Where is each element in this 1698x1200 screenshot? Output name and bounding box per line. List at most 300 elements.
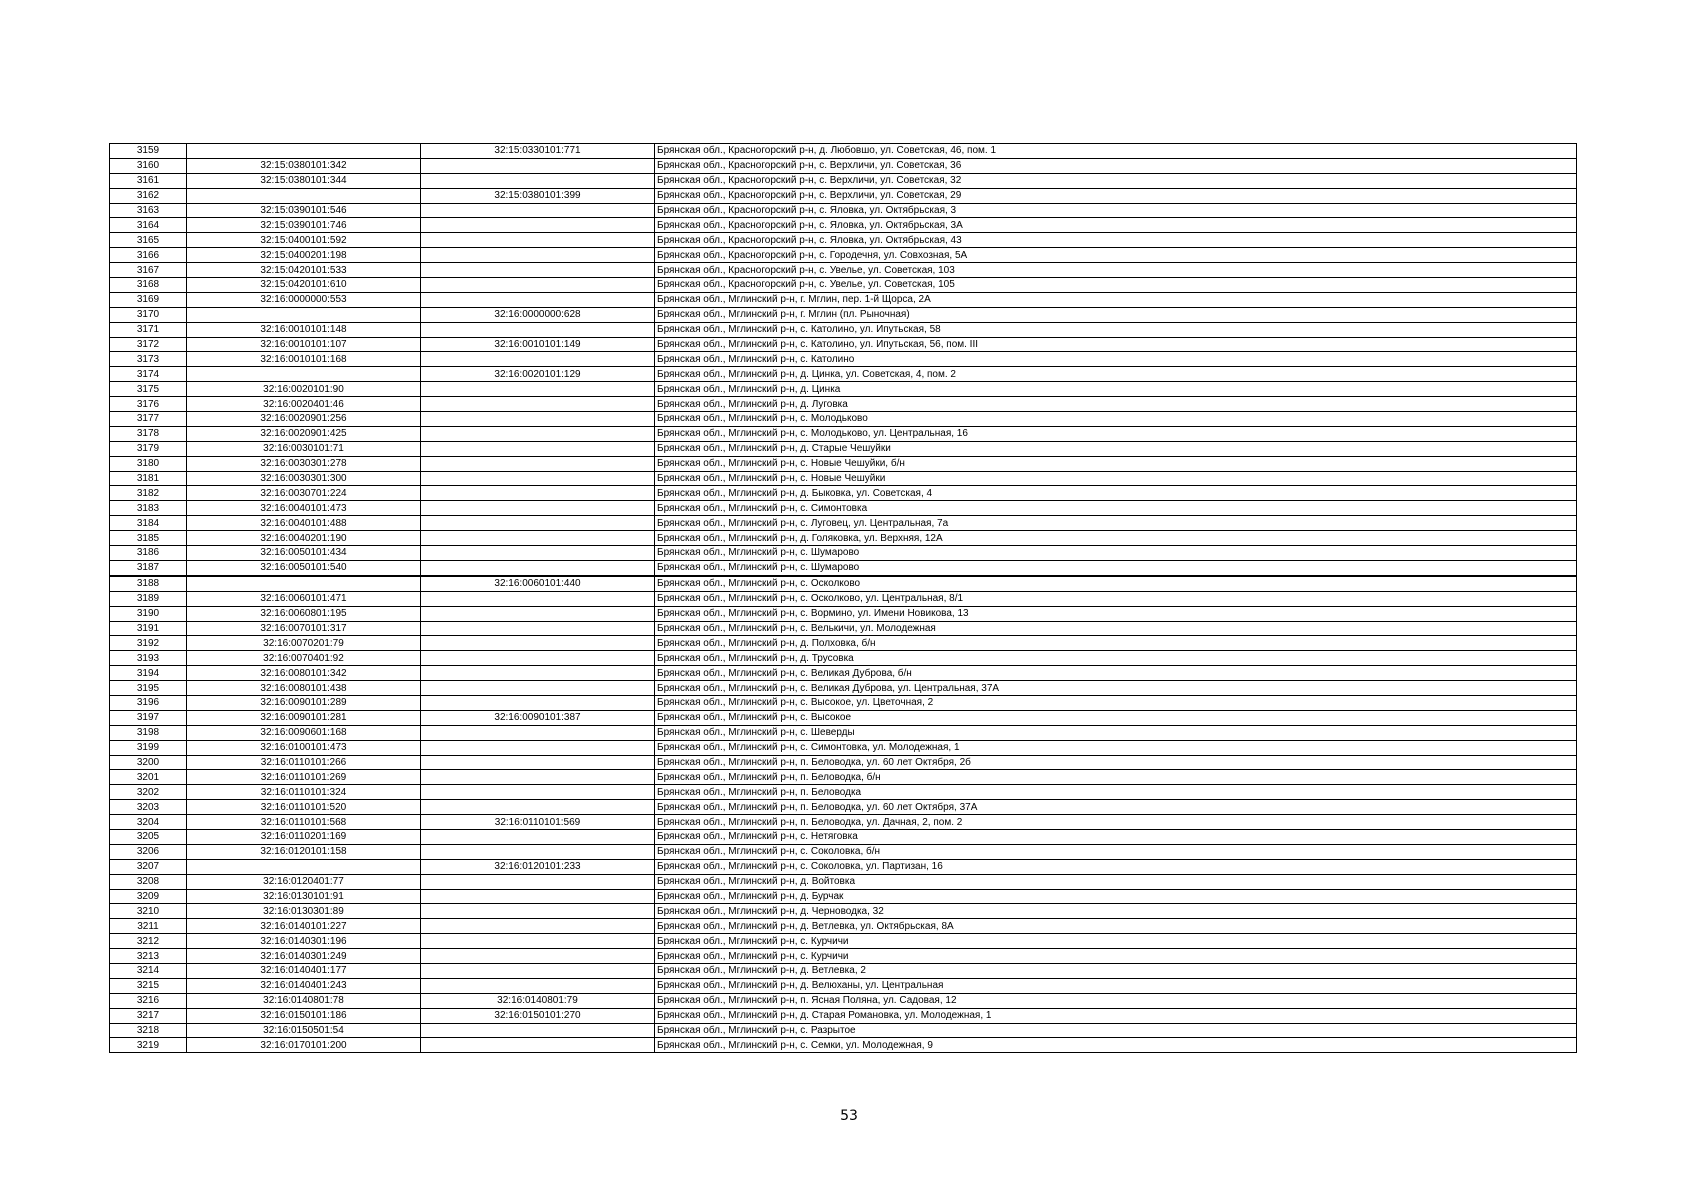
table-row xyxy=(110,576,1577,591)
cadastral-number-cell: 32:16:0030301:278 xyxy=(187,456,421,471)
address-cell: Брянская обл., Красногорский р-н, с. Верхличи, ул. Советская, 36 xyxy=(655,158,1577,173)
address-cell: Брянская обл., Мглинский р-н, с. Молодьково, ул. Центральная, 16 xyxy=(655,426,1577,441)
cadastral-number-cell: 32:15:0420101:610 xyxy=(187,278,421,293)
address-cell: Брянская обл., Мглинский р-н, с. Высокое, ул. Цветочная, 2 xyxy=(655,695,1577,710)
table-row xyxy=(110,426,1577,441)
address-cell: Брянская обл., Мглинский р-н, с. Католино, ул. Ипутьская, 56, пом. III xyxy=(655,337,1577,352)
table-row xyxy=(110,829,1577,844)
row-number-cell: 3197 xyxy=(110,710,187,725)
table-row xyxy=(110,800,1577,815)
row-number-cell: 3201 xyxy=(110,770,187,785)
related-cadastral-number-cell xyxy=(421,949,655,964)
address-cell: Брянская обл., Мглинский р-н, г. Мглин, пер. 1-й Щорса, 2А xyxy=(655,292,1577,307)
table-row xyxy=(110,501,1577,516)
related-cadastral-number-cell xyxy=(421,919,655,934)
cadastral-number-cell: 32:16:0110101:324 xyxy=(187,785,421,800)
row-number-cell: 3208 xyxy=(110,874,187,889)
row-number-cell: 3179 xyxy=(110,441,187,456)
row-number-cell: 3168 xyxy=(110,278,187,293)
related-cadastral-number-cell: 32:16:0010101:149 xyxy=(421,337,655,352)
cadastral-number-cell: 32:16:0070201:79 xyxy=(187,636,421,651)
related-cadastral-number-cell xyxy=(421,397,655,412)
table-row xyxy=(110,904,1577,919)
related-cadastral-number-cell xyxy=(421,352,655,367)
table-row xyxy=(110,919,1577,934)
address-cell: Брянская обл., Мглинский р-н, с. Луговец, ул. Центральная, 7а xyxy=(655,516,1577,531)
cadastral-number-cell: 32:16:0120101:158 xyxy=(187,844,421,859)
cadastral-number-cell: 32:16:0110201:169 xyxy=(187,829,421,844)
related-cadastral-number-cell xyxy=(421,292,655,307)
related-cadastral-number-cell: 32:16:0110101:569 xyxy=(421,815,655,830)
related-cadastral-number-cell xyxy=(421,158,655,173)
row-number-cell: 3207 xyxy=(110,859,187,874)
row-number-cell: 3198 xyxy=(110,725,187,740)
table-row xyxy=(110,441,1577,456)
address-cell: Брянская обл., Красногорский р-н, с. Верхличи, ул. Советская, 32 xyxy=(655,173,1577,188)
related-cadastral-number-cell xyxy=(421,785,655,800)
cadastral-number-cell: 32:16:0120401:77 xyxy=(187,874,421,889)
table-row xyxy=(110,516,1577,531)
row-number-cell: 3174 xyxy=(110,367,187,382)
row-number-cell: 3190 xyxy=(110,606,187,621)
cadastral-number-cell: 32:16:0130101:91 xyxy=(187,889,421,904)
address-cell: Брянская обл., Красногорский р-н, с. Городечня, ул. Совхозная, 5А xyxy=(655,248,1577,263)
table-row xyxy=(110,218,1577,233)
cadastral-number-cell: 32:16:0040101:488 xyxy=(187,516,421,531)
related-cadastral-number-cell xyxy=(421,800,655,815)
row-number-cell: 3210 xyxy=(110,904,187,919)
row-number-cell: 3200 xyxy=(110,755,187,770)
row-number-cell: 3184 xyxy=(110,516,187,531)
related-cadastral-number-cell xyxy=(421,934,655,949)
table-row xyxy=(110,859,1577,874)
table-row xyxy=(110,621,1577,636)
address-cell: Брянская обл., Мглинский р-н, с. Осколково xyxy=(655,576,1577,591)
address-cell: Брянская обл., Мглинский р-н, с. Симонтовка, ул. Молодежная, 1 xyxy=(655,740,1577,755)
row-number-cell: 3163 xyxy=(110,203,187,218)
cadastral-number-cell: 32:16:0030301:300 xyxy=(187,471,421,486)
table-row xyxy=(110,785,1577,800)
row-number-cell: 3204 xyxy=(110,815,187,830)
cadastral-number-cell: 32:16:0150501:54 xyxy=(187,1023,421,1038)
table-row xyxy=(110,755,1577,770)
cadastral-number-cell: 32:16:0110101:568 xyxy=(187,815,421,830)
table-row xyxy=(110,695,1577,710)
table-row xyxy=(110,591,1577,606)
cadastral-number-cell: 32:16:0060801:195 xyxy=(187,606,421,621)
address-cell: Брянская обл., Мглинский р-н, с. Соколовка, б/н xyxy=(655,844,1577,859)
cadastral-number-cell: 32:15:0390101:746 xyxy=(187,218,421,233)
table-row xyxy=(110,560,1577,575)
address-cell: Брянская обл., Мглинский р-н, д. Войтовка xyxy=(655,874,1577,889)
table-row xyxy=(110,949,1577,964)
row-number-cell: 3164 xyxy=(110,218,187,233)
table-row xyxy=(110,963,1577,978)
cadastral-number-cell: 32:16:0010101:168 xyxy=(187,352,421,367)
cadastral-number-cell: 32:16:0000000:553 xyxy=(187,292,421,307)
related-cadastral-number-cell xyxy=(421,770,655,785)
page-number: 53 xyxy=(840,1108,858,1124)
related-cadastral-number-cell xyxy=(421,725,655,740)
table-row xyxy=(110,382,1577,397)
address-cell: Брянская обл., Мглинский р-н, г. Мглин (пл. Рыночная) xyxy=(655,307,1577,322)
row-number-cell: 3160 xyxy=(110,158,187,173)
address-cell: Брянская обл., Мглинский р-н, д. Ветлевка, ул. Октябрьская, 8А xyxy=(655,919,1577,934)
cadastral-number-cell: 32:16:0100101:473 xyxy=(187,740,421,755)
row-number-cell: 3195 xyxy=(110,681,187,696)
address-cell: Брянская обл., Красногорский р-н, с. Увелье, ул. Советская, 103 xyxy=(655,263,1577,278)
row-number-cell: 3159 xyxy=(110,144,187,159)
row-number-cell: 3219 xyxy=(110,1038,187,1053)
cadastral-number-cell xyxy=(187,576,421,591)
row-number-cell: 3194 xyxy=(110,666,187,681)
cadastral-number-cell: 32:16:0140801:78 xyxy=(187,993,421,1008)
table-row xyxy=(110,710,1577,725)
table-row xyxy=(110,322,1577,337)
table-row xyxy=(110,636,1577,651)
related-cadastral-number-cell: 32:15:0380101:399 xyxy=(421,188,655,203)
address-cell: Брянская обл., Мглинский р-н, п. Беловодка, ул. Дачная, 2, пом. 2 xyxy=(655,815,1577,830)
table-row xyxy=(110,1008,1577,1023)
table-row xyxy=(110,874,1577,889)
address-cell: Брянская обл., Мглинский р-н, с. Курчичи xyxy=(655,949,1577,964)
cadastral-number-cell: 32:16:0020901:256 xyxy=(187,412,421,427)
cadastral-number-cell: 32:16:0090101:289 xyxy=(187,695,421,710)
related-cadastral-number-cell: 32:16:0120101:233 xyxy=(421,859,655,874)
related-cadastral-number-cell xyxy=(421,651,655,666)
related-cadastral-number-cell xyxy=(421,874,655,889)
related-cadastral-number-cell xyxy=(421,829,655,844)
table-row xyxy=(110,456,1577,471)
cadastral-number-cell: 32:16:0080101:342 xyxy=(187,666,421,681)
related-cadastral-number-cell: 32:16:0150101:270 xyxy=(421,1008,655,1023)
related-cadastral-number-cell xyxy=(421,426,655,441)
row-number-cell: 3186 xyxy=(110,546,187,561)
row-number-cell: 3187 xyxy=(110,560,187,575)
related-cadastral-number-cell xyxy=(421,889,655,904)
cadastral-number-cell: 32:16:0050101:540 xyxy=(187,560,421,575)
cadastral-number-cell: 32:16:0080101:438 xyxy=(187,681,421,696)
address-cell: Брянская обл., Мглинский р-н, п. Беловодка, б/н xyxy=(655,770,1577,785)
related-cadastral-number-cell xyxy=(421,501,655,516)
table-row xyxy=(110,770,1577,785)
related-cadastral-number-cell: 32:16:0090101:387 xyxy=(421,710,655,725)
address-cell: Брянская обл., Мглинский р-н, с. Великая Дуброва, ул. Центральная, 37А xyxy=(655,681,1577,696)
cadastral-number-cell: 32:16:0040101:473 xyxy=(187,501,421,516)
address-cell: Брянская обл., Мглинский р-н, д. Голяковка, ул. Верхняя, 12А xyxy=(655,531,1577,546)
row-number-cell: 3182 xyxy=(110,486,187,501)
table-row xyxy=(110,352,1577,367)
row-number-cell: 3167 xyxy=(110,263,187,278)
cadastral-number-cell: 32:16:0040201:190 xyxy=(187,531,421,546)
cadastral-number-cell: 32:15:0420101:533 xyxy=(187,263,421,278)
table-row xyxy=(110,173,1577,188)
cadastral-number-cell: 32:16:0010101:148 xyxy=(187,322,421,337)
address-cell: Брянская обл., Мглинский р-н, с. Шеверды xyxy=(655,725,1577,740)
table-row xyxy=(110,546,1577,561)
address-cell: Брянская обл., Мглинский р-н, с. Разрытое xyxy=(655,1023,1577,1038)
table-row xyxy=(110,740,1577,755)
related-cadastral-number-cell xyxy=(421,233,655,248)
related-cadastral-number-cell xyxy=(421,471,655,486)
related-cadastral-number-cell xyxy=(421,844,655,859)
address-cell: Брянская обл., Мглинский р-н, д. Трусовка xyxy=(655,651,1577,666)
related-cadastral-number-cell xyxy=(421,248,655,263)
row-number-cell: 3181 xyxy=(110,471,187,486)
address-cell: Брянская обл., Мглинский р-н, д. Полховка, б/н xyxy=(655,636,1577,651)
table-row xyxy=(110,471,1577,486)
related-cadastral-number-cell xyxy=(421,963,655,978)
cadastral-number-cell: 32:16:0030701:224 xyxy=(187,486,421,501)
address-cell: Брянская обл., Мглинский р-н, с. Новые Чешуйки xyxy=(655,471,1577,486)
cadastral-number-cell: 32:16:0020401:46 xyxy=(187,397,421,412)
related-cadastral-number-cell xyxy=(421,681,655,696)
table-row xyxy=(110,412,1577,427)
related-cadastral-number-cell: 32:16:0020101:129 xyxy=(421,367,655,382)
cadastral-number-cell: 32:16:0150101:186 xyxy=(187,1008,421,1023)
related-cadastral-number-cell xyxy=(421,606,655,621)
table-row xyxy=(110,1038,1577,1053)
row-number-cell: 3211 xyxy=(110,919,187,934)
related-cadastral-number-cell xyxy=(421,560,655,575)
row-number-cell: 3218 xyxy=(110,1023,187,1038)
table-row xyxy=(110,993,1577,1008)
address-cell: Брянская обл., Мглинский р-н, д. Велюханы, ул. Центральная xyxy=(655,978,1577,993)
table-row xyxy=(110,978,1577,993)
row-number-cell: 3180 xyxy=(110,456,187,471)
address-cell: Брянская обл., Мглинский р-н, п. Беловодка xyxy=(655,785,1577,800)
table-row xyxy=(110,203,1577,218)
related-cadastral-number-cell xyxy=(421,621,655,636)
related-cadastral-number-cell: 32:16:0060101:440 xyxy=(421,576,655,591)
related-cadastral-number-cell xyxy=(421,1023,655,1038)
row-number-cell: 3217 xyxy=(110,1008,187,1023)
address-cell: Брянская обл., Мглинский р-н, с. Шумарово xyxy=(655,546,1577,561)
table-row xyxy=(110,233,1577,248)
row-number-cell: 3192 xyxy=(110,636,187,651)
row-number-cell: 3169 xyxy=(110,292,187,307)
row-number-cell: 3202 xyxy=(110,785,187,800)
address-cell: Брянская обл., Красногорский р-н, д. Любовшо, ул. Советская, 46, пом. 1 xyxy=(655,144,1577,159)
address-cell: Брянская обл., Мглинский р-н, д. Черноводка, 32 xyxy=(655,904,1577,919)
address-cell: Брянская обл., Мглинский р-н, с. Велькичи, ул. Молодежная xyxy=(655,621,1577,636)
cadastral-number-cell: 32:16:0140301:249 xyxy=(187,949,421,964)
related-cadastral-number-cell xyxy=(421,486,655,501)
table-row xyxy=(110,158,1577,173)
row-number-cell: 3199 xyxy=(110,740,187,755)
cadastral-number-cell: 32:16:0140301:196 xyxy=(187,934,421,949)
related-cadastral-number-cell xyxy=(421,978,655,993)
cadastral-number-cell: 32:16:0140401:177 xyxy=(187,963,421,978)
cadastral-number-cell: 32:16:0070401:92 xyxy=(187,651,421,666)
related-cadastral-number-cell xyxy=(421,546,655,561)
related-cadastral-number-cell: 32:15:0330101:771 xyxy=(421,144,655,159)
cadastral-number-cell xyxy=(187,188,421,203)
related-cadastral-number-cell xyxy=(421,904,655,919)
table-row xyxy=(110,188,1577,203)
table-row xyxy=(110,144,1577,159)
cadastral-number-cell xyxy=(187,367,421,382)
cadastral-number-cell xyxy=(187,144,421,159)
cadastral-number-cell: 32:16:0110101:269 xyxy=(187,770,421,785)
row-number-cell: 3183 xyxy=(110,501,187,516)
address-cell: Брянская обл., Мглинский р-н, с. Нетяговка xyxy=(655,829,1577,844)
address-cell: Брянская обл., Мглинский р-н, с. Молодьково xyxy=(655,412,1577,427)
cadastral-number-cell: 32:16:0090101:281 xyxy=(187,710,421,725)
table-row xyxy=(110,651,1577,666)
row-number-cell: 3165 xyxy=(110,233,187,248)
cadastral-number-cell: 32:16:0020101:90 xyxy=(187,382,421,397)
row-number-cell: 3191 xyxy=(110,621,187,636)
row-number-cell: 3209 xyxy=(110,889,187,904)
address-cell: Брянская обл., Мглинский р-н, с. Осколково, ул. Центральная, 8/1 xyxy=(655,591,1577,606)
address-cell: Брянская обл., Мглинский р-н, п. Беловодка, ул. 60 лет Октября, 2б xyxy=(655,755,1577,770)
address-cell: Брянская обл., Красногорский р-н, с. Увелье, ул. Советская, 105 xyxy=(655,278,1577,293)
address-cell: Брянская обл., Красногорский р-н, с. Яловка, ул. Октябрьская, 3А xyxy=(655,218,1577,233)
table-row xyxy=(110,889,1577,904)
address-cell: Брянская обл., Мглинский р-н, с. Высокое xyxy=(655,710,1577,725)
related-cadastral-number-cell xyxy=(421,173,655,188)
table-row xyxy=(110,666,1577,681)
related-cadastral-number-cell xyxy=(421,531,655,546)
table-row xyxy=(110,486,1577,501)
related-cadastral-number-cell xyxy=(421,203,655,218)
row-number-cell: 3166 xyxy=(110,248,187,263)
row-number-cell: 3214 xyxy=(110,963,187,978)
row-number-cell: 3189 xyxy=(110,591,187,606)
address-cell: Брянская обл., Мглинский р-н, с. Симонтовка xyxy=(655,501,1577,516)
table-row xyxy=(110,292,1577,307)
related-cadastral-number-cell: 32:16:0000000:628 xyxy=(421,307,655,322)
address-cell: Брянская обл., Мглинский р-н, п. Ясная Поляна, ул. Садовая, 12 xyxy=(655,993,1577,1008)
related-cadastral-number-cell xyxy=(421,382,655,397)
address-cell: Брянская обл., Мглинский р-н, д. Старая Романовка, ул. Молодежная, 1 xyxy=(655,1008,1577,1023)
related-cadastral-number-cell xyxy=(421,516,655,531)
related-cadastral-number-cell xyxy=(421,456,655,471)
row-number-cell: 3185 xyxy=(110,531,187,546)
cadastral-number-cell: 32:16:0110101:266 xyxy=(187,755,421,770)
address-cell: Брянская обл., Красногорский р-н, с. Яловка, ул. Октябрьская, 43 xyxy=(655,233,1577,248)
address-cell: Брянская обл., Мглинский р-н, д. Цинка xyxy=(655,382,1577,397)
table-row xyxy=(110,397,1577,412)
row-number-cell: 3215 xyxy=(110,978,187,993)
row-number-cell: 3213 xyxy=(110,949,187,964)
address-cell: Брянская обл., Мглинский р-н, с. Новые Чешуйки, б/н xyxy=(655,456,1577,471)
related-cadastral-number-cell xyxy=(421,218,655,233)
cadastral-number-cell: 32:16:0020901:425 xyxy=(187,426,421,441)
related-cadastral-number-cell xyxy=(421,666,655,681)
cadastral-number-cell: 32:16:0010101:107 xyxy=(187,337,421,352)
cadastral-number-cell: 32:16:0140101:227 xyxy=(187,919,421,934)
address-cell: Брянская обл., Красногорский р-н, с. Яловка, ул. Октябрьская, 3 xyxy=(655,203,1577,218)
cadastral-number-cell: 32:16:0140401:243 xyxy=(187,978,421,993)
related-cadastral-number-cell xyxy=(421,412,655,427)
registry-table-body xyxy=(110,144,1577,1053)
row-number-cell: 3193 xyxy=(110,651,187,666)
address-cell: Брянская обл., Мглинский р-н, с. Курчичи xyxy=(655,934,1577,949)
address-cell: Брянская обл., Мглинский р-н, п. Беловодка, ул. 60 лет Октября, 37А xyxy=(655,800,1577,815)
table-row xyxy=(110,248,1577,263)
related-cadastral-number-cell xyxy=(421,441,655,456)
related-cadastral-number-cell xyxy=(421,755,655,770)
cadastral-number-cell xyxy=(187,859,421,874)
cadastral-number-cell: 32:16:0050101:434 xyxy=(187,546,421,561)
row-number-cell: 3170 xyxy=(110,307,187,322)
row-number-cell: 3175 xyxy=(110,382,187,397)
cadastral-number-cell: 32:16:0070101:317 xyxy=(187,621,421,636)
address-cell: Брянская обл., Мглинский р-н, с. Семки, ул. Молодежная, 9 xyxy=(655,1038,1577,1053)
row-number-cell: 3173 xyxy=(110,352,187,367)
cadastral-number-cell: 32:16:0170101:200 xyxy=(187,1038,421,1053)
table-row xyxy=(110,367,1577,382)
address-cell: Брянская обл., Красногорский р-н, с. Верхличи, ул. Советская, 29 xyxy=(655,188,1577,203)
cadastral-number-cell: 32:15:0400101:592 xyxy=(187,233,421,248)
row-number-cell: 3188 xyxy=(110,576,187,591)
related-cadastral-number-cell: 32:16:0140801:79 xyxy=(421,993,655,1008)
registry-table xyxy=(109,143,1577,1053)
row-number-cell: 3206 xyxy=(110,844,187,859)
address-cell: Брянская обл., Мглинский р-н, с. Вормино, ул. Имени Новикова, 13 xyxy=(655,606,1577,621)
address-cell: Брянская обл., Мглинский р-н, с. Шумарово xyxy=(655,560,1577,575)
table-row xyxy=(110,844,1577,859)
related-cadastral-number-cell xyxy=(421,278,655,293)
row-number-cell: 3205 xyxy=(110,829,187,844)
address-cell: Брянская обл., Мглинский р-н, д. Старые Чешуйки xyxy=(655,441,1577,456)
row-number-cell: 3212 xyxy=(110,934,187,949)
related-cadastral-number-cell xyxy=(421,263,655,278)
address-cell: Брянская обл., Мглинский р-н, д. Ветлевка, 2 xyxy=(655,963,1577,978)
row-number-cell: 3178 xyxy=(110,426,187,441)
cadastral-number-cell: 32:15:0380101:342 xyxy=(187,158,421,173)
address-cell: Брянская обл., Мглинский р-н, с. Великая Дуброва, б/н xyxy=(655,666,1577,681)
related-cadastral-number-cell xyxy=(421,740,655,755)
row-number-cell: 3203 xyxy=(110,800,187,815)
table-row xyxy=(110,934,1577,949)
table-row xyxy=(110,278,1577,293)
table-row xyxy=(110,307,1577,322)
address-cell: Брянская обл., Мглинский р-н, д. Цинка, ул. Советская, 4, пом. 2 xyxy=(655,367,1577,382)
cadastral-number-cell xyxy=(187,307,421,322)
cadastral-number-cell: 32:16:0060101:471 xyxy=(187,591,421,606)
address-cell: Брянская обл., Мглинский р-н, с. Католино, ул. Ипутьская, 58 xyxy=(655,322,1577,337)
cadastral-number-cell: 32:15:0400201:198 xyxy=(187,248,421,263)
row-number-cell: 3216 xyxy=(110,993,187,1008)
address-cell: Брянская обл., Мглинский р-н, с. Соколовка, ул. Партизан, 16 xyxy=(655,859,1577,874)
table-row xyxy=(110,263,1577,278)
address-cell: Брянская обл., Мглинский р-н, д. Быковка, ул. Советская, 4 xyxy=(655,486,1577,501)
related-cadastral-number-cell xyxy=(421,695,655,710)
row-number-cell: 3171 xyxy=(110,322,187,337)
table-row xyxy=(110,337,1577,352)
table-row xyxy=(110,606,1577,621)
row-number-cell: 3161 xyxy=(110,173,187,188)
cadastral-number-cell: 32:16:0130301:89 xyxy=(187,904,421,919)
address-cell: Брянская обл., Мглинский р-н, д. Бурчак xyxy=(655,889,1577,904)
row-number-cell: 3162 xyxy=(110,188,187,203)
table-row xyxy=(110,1023,1577,1038)
row-number-cell: 3172 xyxy=(110,337,187,352)
table-row xyxy=(110,681,1577,696)
cadastral-number-cell: 32:16:0110101:520 xyxy=(187,800,421,815)
table-row xyxy=(110,815,1577,830)
address-cell: Брянская обл., Мглинский р-н, д. Луговка xyxy=(655,397,1577,412)
related-cadastral-number-cell xyxy=(421,591,655,606)
related-cadastral-number-cell xyxy=(421,636,655,651)
table-row xyxy=(110,531,1577,546)
cadastral-number-cell: 32:15:0390101:546 xyxy=(187,203,421,218)
row-number-cell: 3177 xyxy=(110,412,187,427)
table-row xyxy=(110,725,1577,740)
